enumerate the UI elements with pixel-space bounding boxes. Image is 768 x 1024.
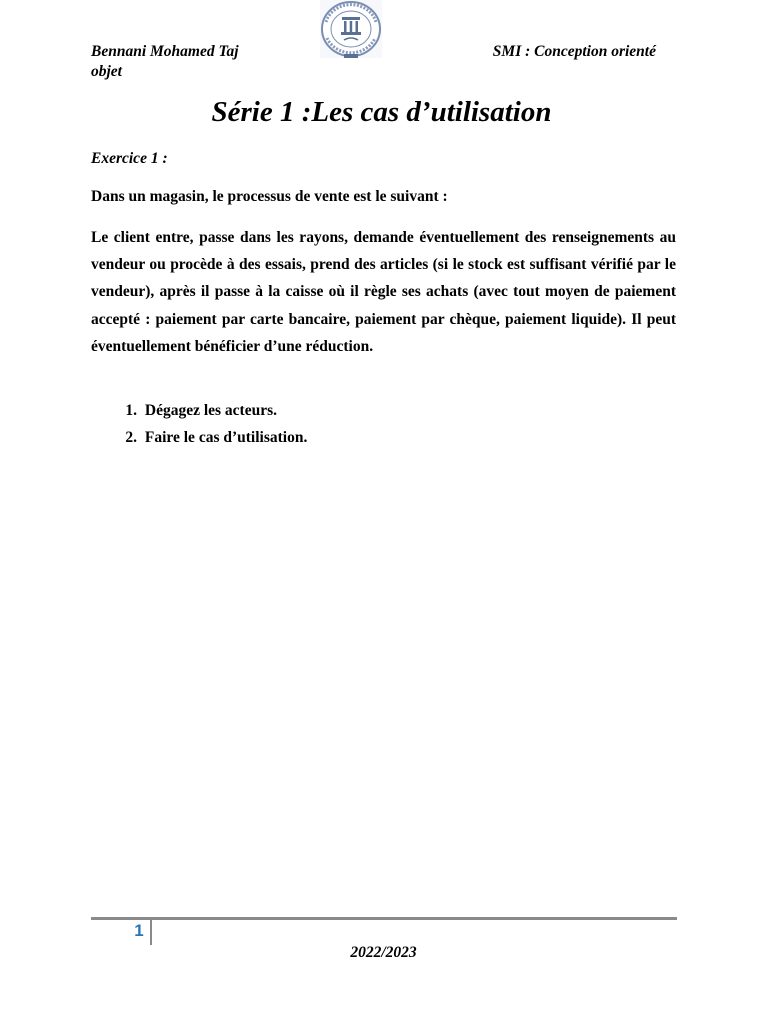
exercise-paragraph: Le client entre, passe dans les rayons, demande éventuellement des renseignements au vendeur ou procède à des essais, prend des articles (si le stock est suffisant vérifié par le vendeur), après il passe à la caisse où il règle ses achats (avec tout moyen de paiement accepté : paiement par carte bancaire, paiement par chèque, paiement liquide). Il peut éventuellement bénéficier d’une réduction.: [91, 229, 676, 355]
course-name-continued: objet: [91, 63, 122, 80]
exercise-label: Exercice 1 :: [91, 150, 168, 167]
question-item: [91, 400, 676, 427]
page-number: 1: [134, 921, 144, 940]
author-name: Bennani Mohamed Taj: [91, 43, 239, 60]
intro-sentence: Dans un magasin, le processus de vente est le suivant :: [91, 188, 448, 205]
footer-rule: [91, 917, 677, 920]
page-number-divider: [150, 920, 152, 945]
question-number: 1.: [125, 402, 137, 419]
academic-year: 2022/2023: [350, 944, 417, 961]
question-text: Faire le cas d’utilisation.: [144, 429, 308, 446]
question-text: Dégagez les acteurs.: [144, 402, 278, 419]
question-item: [91, 427, 676, 454]
page-header: [91, 0, 676, 90]
question-list: [91, 400, 676, 454]
question-number: 2.: [125, 429, 137, 446]
course-name: SMI : Conception orienté: [492, 43, 656, 60]
page-title: Série 1 :Les cas d’utilisation: [211, 96, 552, 128]
